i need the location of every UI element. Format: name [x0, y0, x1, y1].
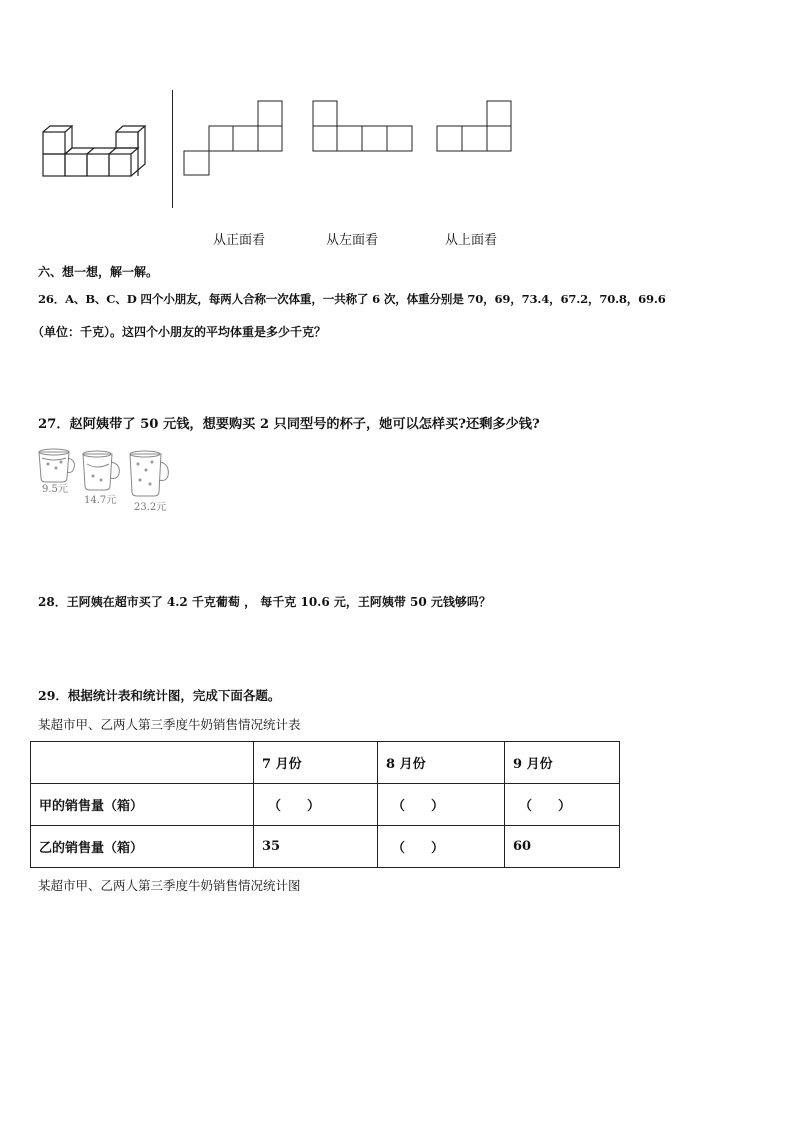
table-row	[31, 784, 620, 826]
label-top-view: 从上面看	[445, 233, 498, 248]
table-header-row	[31, 742, 620, 784]
table-cell: 乙的销售量（箱）	[31, 826, 254, 868]
table-cell: 甲的销售量（箱）	[31, 784, 254, 826]
front-view-grid	[183, 101, 293, 181]
table-cell-blank[interactable]: （ ）	[378, 826, 505, 868]
table-cell: 35	[254, 826, 378, 868]
sales-table	[30, 741, 620, 868]
question-26-line2: （单位：千克）。这四个小朋友的平均体重是多少千克？	[32, 325, 327, 339]
cup-icon-1	[36, 448, 78, 484]
cup-price-1: 9.5元	[42, 484, 68, 495]
label-front-view: 从正面看	[213, 233, 266, 248]
table-caption: 某超市甲、乙两人第三季度牛奶销售情况统计表	[38, 717, 301, 732]
cup-price-2: 14.7元	[84, 495, 117, 506]
cup-price-3: 23.2元	[134, 502, 167, 513]
table-cell-blank[interactable]: （ ）	[378, 784, 505, 826]
table-cell-blank[interactable]: （ ）	[505, 784, 620, 826]
cup-icon-2	[79, 450, 123, 492]
question-26-line1: 26．A、B、C、D 四个小朋友，每两人合称一次体重，一共称了 6 次，体重分别是 70，69，73.4，67.2，70.8，69.6	[38, 292, 666, 306]
table-header-cell: 8 月份	[378, 742, 505, 784]
table-header-cell: 9 月份	[505, 742, 620, 784]
table-row	[31, 826, 620, 868]
top-view-grid	[436, 101, 526, 161]
vertical-divider	[172, 90, 173, 208]
label-left-view: 从左面看	[326, 233, 379, 248]
table-cell: 60	[505, 826, 620, 868]
question-29: 29．根据统计表和统计图，完成下面各题。	[38, 688, 281, 703]
cup-icon-3	[124, 450, 172, 498]
table-header-cell	[31, 742, 254, 784]
question-28: 28．王阿姨在超市买了 4.2 千克葡萄 ， 每千克 10.6 元，王阿姨带 50 元钱够吗？	[38, 595, 491, 609]
left-view-grid	[312, 101, 422, 161]
table-cell-blank[interactable]: （ ）	[254, 784, 378, 826]
cube-figure	[40, 124, 160, 184]
table-header-cell: 7 月份	[254, 742, 378, 784]
chart-caption: 某超市甲、乙两人第三季度牛奶销售情况统计图	[38, 878, 301, 893]
question-27: 27．赵阿姨带了 50 元钱，想要购买 2 只同型号的杯子，她可以怎样买?还剩多少钱?	[38, 417, 540, 432]
section-six-heading: 六、想一想，解一解。	[38, 265, 159, 279]
